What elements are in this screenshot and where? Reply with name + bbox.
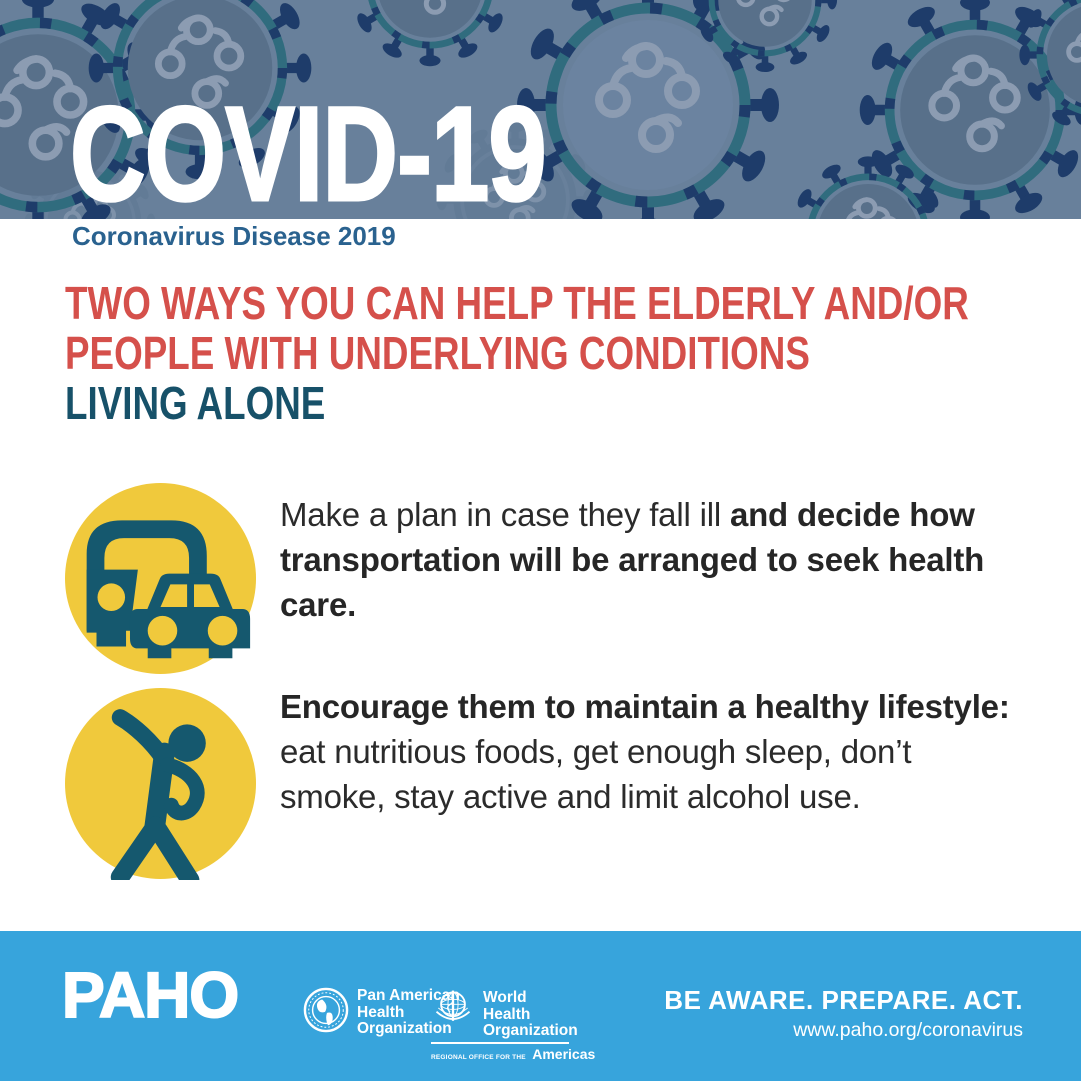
footer-url: www.paho.org/coronavirus: [793, 1019, 1023, 1041]
covid-title: COVID-19: [70, 80, 546, 219]
item-1-text: [280, 492, 1018, 627]
who-region-small-text: REGIONAL OFFICE FOR THE: [431, 1053, 526, 1061]
who-divider: [431, 1042, 569, 1044]
headline-line-3: LIVING ALONE: [65, 377, 326, 429]
item-1-text-bold: and decide how transportation will be arranged to seek health care.: [280, 496, 985, 623]
footer: [0, 931, 1081, 1081]
item-2-text-regular: eat nutritious foods, get enough sleep, don’t smoke, stay active and limit alcohol use.: [280, 733, 912, 815]
covid-subtitle: Coronavirus Disease 2019: [72, 221, 396, 251]
paho-wordmark: PAHO: [62, 959, 239, 1031]
footer-tagline: BE AWARE. PREPARE. ACT.: [664, 985, 1023, 1015]
who-emblem-icon: [431, 986, 475, 1030]
item-2-text-bold: Encourage them to maintain a healthy lifestyle:: [280, 688, 1010, 725]
who-logo-group: [431, 986, 596, 1064]
exercise-icon: [65, 688, 257, 880]
item-1-text-regular: Make a plan in case they fall ill: [280, 496, 730, 533]
paho-logo-line-3: Organization: [357, 1020, 452, 1037]
banner: [0, 0, 1081, 219]
who-logo-text: [483, 986, 578, 1040]
paho-logo-line-2: Health: [357, 1003, 405, 1021]
headline-line-1: TWO WAYS YOU CAN HELP THE ELDERLY AND/OR: [65, 277, 969, 329]
headline-line-2: PEOPLE WITH UNDERLYING CONDITIONS: [65, 327, 810, 379]
paho-seal-icon: [303, 987, 349, 1033]
transportation-icon: [65, 483, 257, 675]
who-logo-line-2: Organization: [483, 1022, 578, 1039]
who-region-name: Americas: [532, 1045, 596, 1062]
headline: [65, 278, 1081, 428]
who-region: [431, 1045, 596, 1064]
paho-logo-line-1: Pan American: [357, 987, 460, 1004]
who-logo-line-1: World Health: [483, 989, 531, 1023]
item-2-text: [280, 684, 1018, 819]
